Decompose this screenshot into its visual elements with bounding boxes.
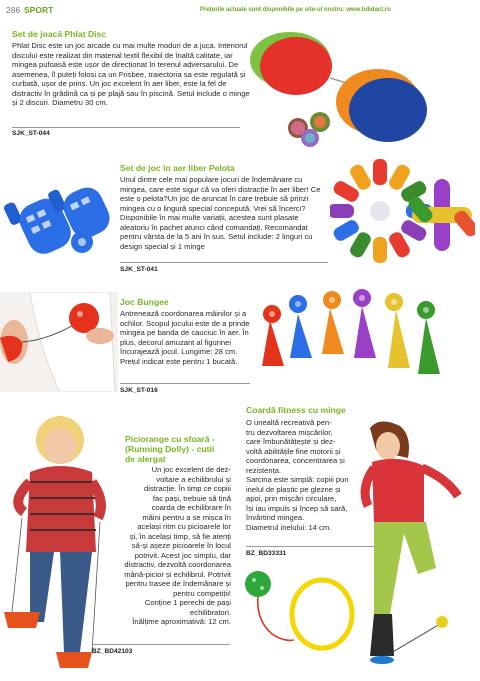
fitness-rope-girl-image: [350, 418, 478, 680]
product-title-pelota: Set de joc în aer liber Pelota: [120, 163, 235, 173]
bungee-hand-image: [0, 292, 118, 392]
divider: [92, 644, 230, 645]
divider: [120, 383, 250, 384]
product-code-fitness-rope: BZ_BD33331: [246, 550, 287, 557]
product-desc-fitness-rope: O unealtă recreativă pen- tru dezvoltarea mișcărilor, care îmbunătățește și dez- voltă abilitățile fine motorii și coordonarea, concentrarea și rezistența. Sarcina este simplă: copiii pun inelul de plastic pe glezne și apoi, prin mișcări circulare, își iau impuls și încep să sară, învârtind mingea. Diametrul inelului: 14 cm.: [246, 418, 349, 532]
page-number: 286: [6, 5, 21, 15]
product-desc-bungee: Antrenează coordonarea mâinilor și a ochilor. Scopul jocului este de a prinde mingea pe banda de cauciuc în aer. În plus, decorul amuzant al figurinei încurajează jocul. Lungime: 28 cm. Prețul indicat este pentru 1 bucată.: [120, 309, 250, 366]
product-title-phlat-disc: Set de joacă Phlat Disc: [12, 29, 107, 39]
product-code-running-dolly: BZ_BD42103: [92, 648, 133, 655]
product-desc-phlat-disc: Phlat Disc este un joc arcade cu mai multe moduri de a juca. Interiorul discului este realizat din material textil flexibil de înaltă calitate, iar mingea pufoasă este ușor de direcționat în terenul adversarului. De asemenea, îl puteți folosi ca un Frisbee, traiectoria sa este regulată și curbată, ușor de prins. Un joc excelent în aer liber, este la fel de distractiv în grădină ca și pe plajă sau în piscină. Setul include o minge și 2 discuri. Diametru 30 cm.: [12, 41, 250, 107]
product-title-running-dolly: Piciorange cu sfoară - (Running Dolly) - cutii de alergat: [125, 434, 215, 464]
blue-disc: [349, 78, 427, 142]
product-desc-pelota: Unul dintre cele mai populare jocuri de îndemânare cu mingea, care este sigur că va oferi distracție în aer liber! Ce este o pelota?Un joc de aruncat în care trebuie să prinzi mingea cu o lingură special concepută. Vrei să încerci? Disponibile în mai multe variații, acestea sunt plasate aleatoriu în pachet atunci când comandați. Recomandat pentru vârsta de la 5 ani în sus. Setul include: 2 linguri cu design special și 1 minge: [120, 175, 321, 251]
pelota-variants-image: [330, 155, 475, 265]
phlat-disc-image: [238, 18, 478, 158]
product-code-phlat-disc: SJK_ST-044: [12, 130, 50, 137]
divider: [12, 127, 240, 128]
pelota-scoops-image: [2, 170, 120, 270]
bungee-figurines-image: [250, 288, 475, 380]
product-title-bungee: Joc Bungee: [120, 297, 169, 307]
product-title-fitness-rope: Coardă fitness cu minge: [246, 405, 346, 415]
red-disc: [260, 37, 332, 95]
price-note: Prețurile actuale sunt disponibile pe site-ul nostru: www.bdidact.ro: [200, 7, 391, 13]
section-title: SPORT: [24, 5, 54, 15]
product-code-pelota: SJK_ST-041: [120, 266, 158, 273]
product-code-bungee: SJK_ST-016: [120, 387, 158, 394]
product-desc-running-dolly: Un joc excelent de dez- voltare a echilibrului și distracție. În timp ce copiii fac pași, trebuie să țină coarda de echilibrare în mâini pentru a se mișca în același ritm cu picioarele lor și, în același timp, să fie atenți să-și așeze picioarele în locul potrivit. Acest joc simplu, dar distractiv, dezvoltă coordonarea mână-picior și echilibrul. Potrivit pentru trasee de îndemânare și pentru competiții! Conține 1 perechi de pași echilibratori. Înălțime aproximativă: 12 cm.: [124, 465, 231, 626]
divider: [120, 262, 328, 263]
